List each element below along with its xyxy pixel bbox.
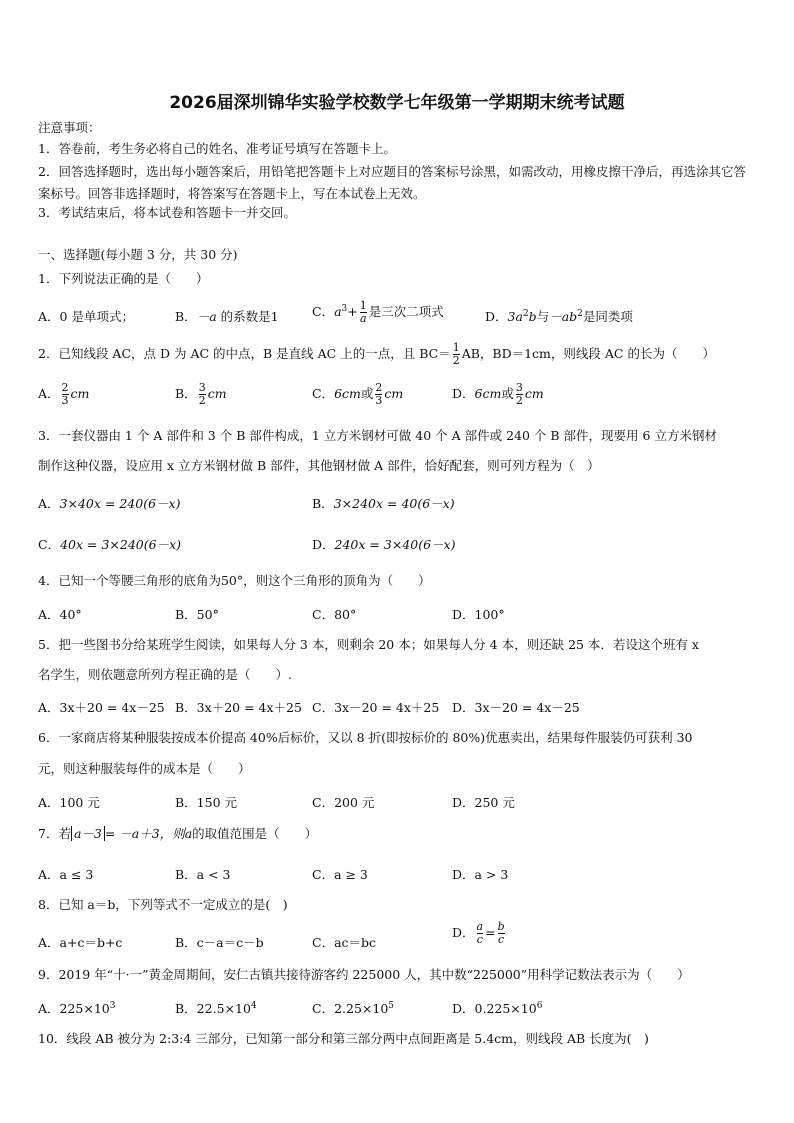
q4-option-c: C．80° — [312, 607, 357, 622]
q2-option-c: C．6cm或 $\frac{2}{3}$ cm — [312, 381, 404, 407]
q6-option-d: D．250 元 — [452, 795, 515, 810]
q3-option-d: D．240x = 3×40(6－x) — [312, 537, 456, 552]
q2-stem: 2．已知线段 AC，点 D 为 AC 的中点，B 是直线 AC 上的一点，且 BC＝ $\frac{1}{2}$ AB，BD＝1cm，则线段 AC 的长为（ ） — [38, 341, 715, 367]
q8-stem: 8．已知 a＝b，下列等式不一定成立的是( ) — [38, 897, 288, 912]
q1-option-b: B．－a 的系数是1 — [175, 309, 279, 324]
q5-option-a: A．3x＋20 = 4x－25 — [38, 700, 165, 715]
q7-absolute-value: a－3 — [71, 826, 105, 841]
q8-option-d: D． $\frac{a}{c}$ = $\frac{b}{c}$ — [452, 920, 505, 946]
q7-option-a: A．a ≤ 3 — [38, 867, 94, 882]
q1-option-d: D．$3a^2b$与$-ab^2$是同类项 — [485, 308, 633, 324]
q4-option-b: B．50° — [175, 607, 219, 622]
q7-stem: 7．若 a－3 = －a＋3，则a的取值范围是（ ） — [38, 826, 318, 841]
q5-line-1: 5．把一些图书分给某班学生阅读，如果每人分 3 本，则剩余 20 本；如果每人分 4 本，则还缺 25 本．若设这个班有 x — [38, 637, 699, 652]
q2-fraction: $\frac{1}{2}$ — [452, 341, 460, 367]
q5-option-b: B．3x＋20 = 4x＋25 — [175, 700, 302, 715]
q9-option-c: C．$2.25\times 10^5$ — [312, 1000, 395, 1016]
q3-line-1: 3．一套仪器由 1 个 A 部件和 3 个 B 部件构成，1 立方米钢材可做 40 个 A 部件或 240 个 B 部件，现要用 6 立方米钢材 — [38, 428, 717, 443]
q1-fraction: $\frac{1}{a}$ — [359, 299, 367, 325]
q6-option-b: B．150 元 — [175, 795, 238, 810]
q6-option-c: C．200 元 — [312, 795, 375, 810]
q9-option-a: A．$225\times 10^3$ — [38, 1000, 116, 1016]
q5-line-2: 名学生，则依题意所列方程正确的是（ ）. — [38, 667, 292, 682]
q3-option-a: A．3×40x = 240(6－x) — [38, 496, 181, 511]
q8-option-b: B．c－a＝c－b — [175, 935, 264, 950]
q1-option-c: C．$a^3+$ $\frac{1}{a}$ 是三次二项式 — [312, 299, 444, 325]
notice-item-2: 2．回答选择题时，选出每小题答案后，用铅笔把答题卡上对应题目的答案标号涂黑，如需改动，用橡皮擦干净后，再选涂其它答案标号。回答非选择题时，将答案写在答题卡上，写在本试卷上无效。 — [38, 164, 746, 201]
q4-stem: 4．已知一个等腰三角形的底角为50°，则这个三角形的顶角为（ ） — [38, 573, 431, 588]
notice-item-1: 1．答卷前，考生务必将自己的姓名、准考证号填写在答题卡上。 — [38, 141, 396, 156]
q10-stem: 10．线段 AB 被分为 2:3:4 三部分，已知第一部分和第三部分两中点间距离是 5.4cm，则线段 AB 长度为( ) — [38, 1031, 649, 1046]
q8-option-c: C．ac＝bc — [312, 935, 377, 950]
q9-option-d: D．$0.225\times 10^6$ — [452, 1000, 543, 1016]
q6-option-a: A．100 元 — [38, 795, 100, 810]
q4-option-a: A．40° — [38, 607, 82, 622]
q7-option-c: C．a ≥ 3 — [312, 867, 368, 882]
q8-option-a: A．a+c＝b+c — [38, 935, 123, 950]
q1-option-a: A．0 是单项式； — [38, 309, 134, 324]
q2-option-b: B． $\frac{3}{2}$ cm — [175, 381, 227, 407]
q5-option-c: C．3x－20 = 4x＋25 — [312, 700, 440, 715]
q3-option-b: B．3×240x = 40(6－x) — [312, 496, 455, 511]
q7-option-d: D．a > 3 — [452, 867, 509, 882]
q7-option-b: B．a < 3 — [175, 867, 231, 882]
q6-line-2: 元，则这种服装每件的成本是（ ） — [38, 761, 251, 776]
q9-stem: 9．2019 年“十·一”黄金周期间，安仁古镇共接待游客约 225000 人，其中数“225000”用科学记数法表示为（ ） — [38, 967, 690, 982]
q3-option-c: C．40x = 3×240(6－x) — [38, 537, 181, 552]
q4-option-d: D．100° — [452, 607, 505, 622]
notice-heading: 注意事项： — [38, 120, 101, 135]
q9-option-b: B．$22.5\times 10^4$ — [175, 1000, 257, 1016]
q5-option-d: D．3x－20 = 4x－25 — [452, 700, 580, 715]
notice-item-3: 3．考试结束后，将本试卷和答题卡一并交回。 — [38, 205, 296, 220]
q1-stem: 1．下列说法正确的是（ ） — [38, 271, 209, 286]
page-title: 2026届深圳锦华实验学校数学七年级第一学期期末统考试题 — [169, 93, 625, 113]
q3-line-2: 制作这种仪器，设应用 x 立方米钢材做 B 部件，其他钢材做 A 部件，恰好配套，则可列方程为（ ） — [38, 458, 600, 473]
section-heading: 一、选择题(每小题 3 分，共 30 分) — [38, 247, 238, 262]
q2-option-a: A． $\frac{2}{3}$ cm — [38, 381, 90, 407]
q2-option-d: D．6cm或 $\frac{3}{2}$ cm — [452, 381, 544, 407]
q6-line-1: 6．一家商店将某种服装按成本价提高 40%后标价，又以 8 折(即按标价的 80%)优惠卖出，结果每件服装仍可获利 30 — [38, 730, 693, 745]
